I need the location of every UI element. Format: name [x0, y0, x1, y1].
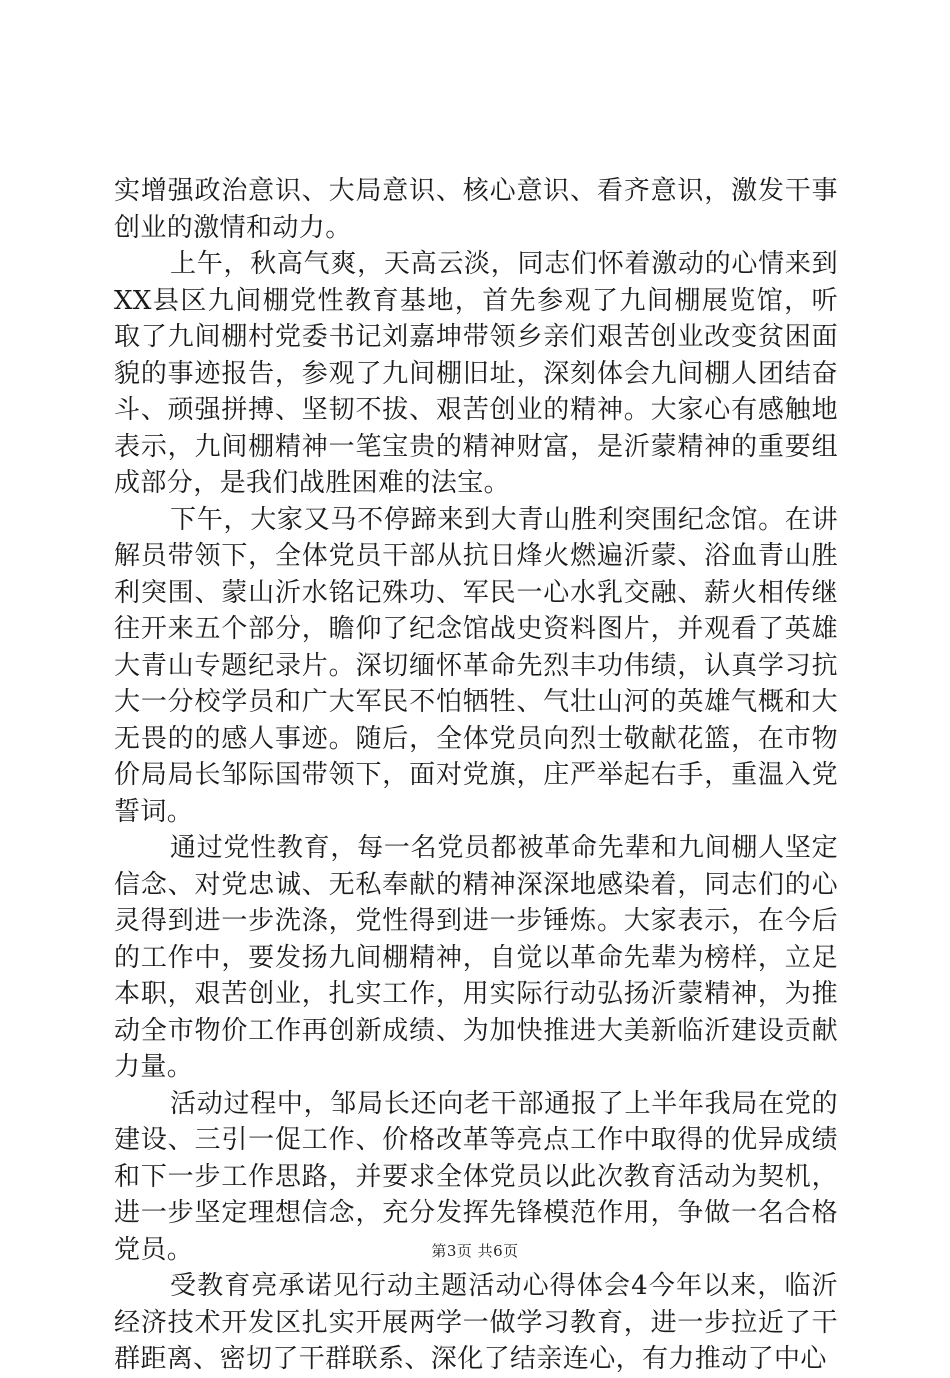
- paragraph-5: 活动过程中，邹局长还向老干部通报了上半年我局在党的建设、三引一促工作、价格改革等亮点工作中取得的优异成绩和下一步工作思路，并要求全体党员以此次教育活动为契机，进一步坚定理想信念，充分发挥先锋模范作用，争做一名合格党员。: [114, 1088, 838, 1265]
- paragraph-4: 通过党性教育，每一名党员都被革命先辈和九间棚人坚定信念、对党忠诚、无私奉献的精神深深地感染着，同志们的心灵得到进一步洗涤，党性得到进一步锤炼。大家表示，在今后的工作中，要发扬九间棚精神，自觉以革命先辈为榜样，立足本职，艰苦创业，扎实工作，用实际行动弘扬沂蒙精神，为推动全市物价工作再创新成绩、为加快推进大美新临沂建设贡献力量。: [114, 833, 838, 1082]
- paragraph-3: 下午，大家又马不停蹄来到大青山胜利突围纪念馆。在讲解员带领下，全体党员干部从抗日烽火燃遍沂蒙、浴血青山胜利突围、蒙山沂水铭记殊功、军民一心水乳交融、薪火相传继往开来五个部分，瞻仰了纪念馆战史资料图片，并观看了英雄大青山专题纪录片。深切缅怀革命先烈丰功伟绩，认真学习抗大一分校学员和广大军民不怕牺牲、气壮山河的英雄气概和大无畏的的感人事迹。随后，全体党员向烈士敬献花篮，在市物价局局长邹际国带领下，面对党旗，庄严举起右手，重温入党誓词。: [114, 504, 838, 827]
- paragraph-2: 上午，秋高气爽，天高云淡，同志们怀着激动的心情来到XX县区九间棚党性教育基地，首先参观了九间棚展览馆，听取了九间棚村党委书记刘嘉坤带领乡亲们艰苦创业改变贫困面貌的事迹报告，参观了九间棚旧址，深刻体会九间棚人团结奋斗、顽强拼搏、坚韧不拔、艰苦创业的精神。大家心有感触地表示，九间棚精神一笔宝贵的精神财富，是沂蒙精神的重要组成部分，是我们战胜困难的法宝。: [114, 249, 838, 498]
- paragraph-1: 实增强政治意识、大局意识、核心意识、看齐意识，激发干事创业的激情和动力。: [114, 176, 838, 243]
- document-body: [114, 173, 838, 1378]
- page-footer: 第3页 共6页: [431, 1242, 519, 1260]
- paragraph-6: 受教育亮承诺见行动主题活动心得体会4今年以来，临沂经济技术开发区扎实开展两学一做学习教育，进一步拉近了干群距离、密切了干群联系、深化了结亲连心，有力推动了中心: [114, 1271, 838, 1374]
